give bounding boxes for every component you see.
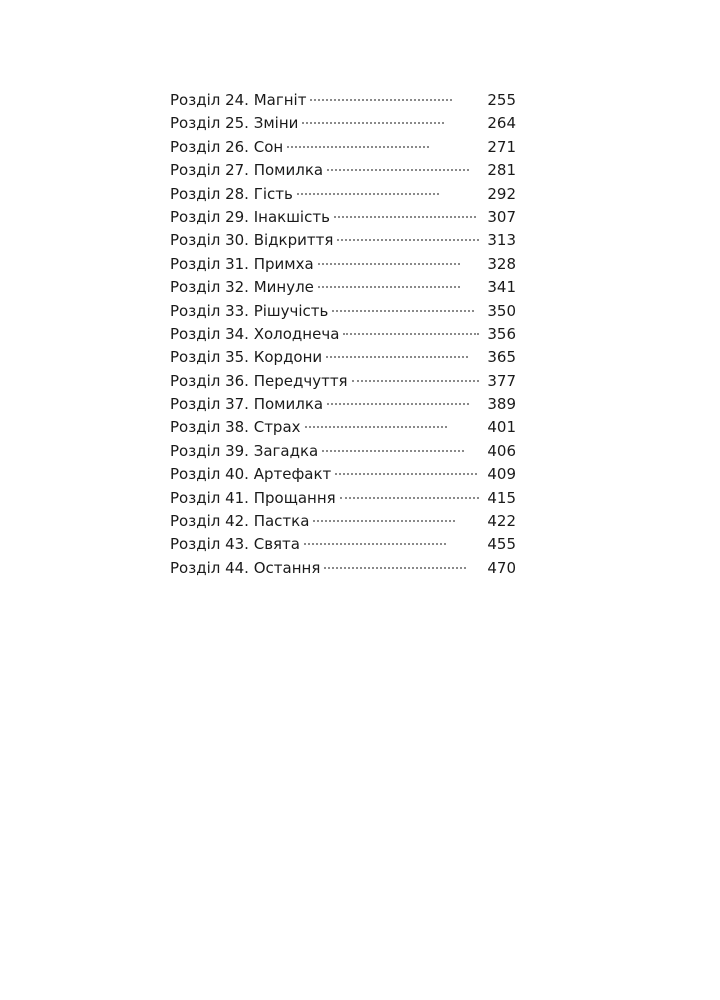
toc-entry [170,89,516,112]
toc-entry [170,487,516,510]
dot-leader [340,497,480,499]
toc-page-number: 292 [487,184,516,203]
dot-leader [335,473,477,475]
toc-page-number: 264 [487,114,516,133]
toc-entry [170,229,516,252]
toc-page-number: 389 [487,395,516,414]
toc-chapter-title: Розділ 43. Свята [170,535,300,554]
toc-chapter-title: Розділ 44. Остання [170,558,321,577]
toc-chapter-title: Розділ 29. Інакшість [170,207,330,226]
dot-leader [318,286,460,288]
toc-chapter-title: Розділ 33. Рішучість [170,301,329,320]
dot-leader [352,380,480,382]
toc-page-number: 341 [487,278,516,297]
toc-page-number: 307 [487,207,516,226]
toc-entry [170,510,516,533]
toc-chapter-title: Розділ 30. Відкриття [170,231,334,250]
dot-leader [324,567,466,569]
toc-chapter-title: Розділ 39. Загадка [170,441,319,460]
toc-entry [170,346,516,369]
toc-chapter-title: Розділ 28. Гість [170,184,293,203]
toc-entry [170,440,516,463]
toc-entry [170,112,516,135]
toc-chapter-title: Розділ 38. Страх [170,418,301,437]
toc-chapter-title: Розділ 34. Холоднеча [170,324,340,343]
toc-page-number: 377 [487,371,516,390]
toc-entry [170,253,516,276]
toc-page-number: 401 [487,418,516,437]
toc-chapter-title: Розділ 41. Прощання [170,488,336,507]
toc-page-number: 455 [487,535,516,554]
toc-page-number: 328 [487,254,516,273]
toc-chapter-title: Розділ 26. Сон [170,137,284,156]
toc-entry [170,300,516,323]
dot-leader [326,356,468,358]
toc-chapter-title: Розділ 36. Передчуття [170,371,348,390]
toc-chapter-title: Розділ 42. Пастка [170,512,310,531]
toc-chapter-title: Розділ 32. Минуле [170,278,314,297]
dot-leader [305,426,447,428]
toc-page-number: 406 [487,441,516,460]
toc-page-number: 271 [487,137,516,156]
toc-entry [170,206,516,229]
dot-leader [337,239,479,241]
toc-chapter-title: Розділ 25. Зміни [170,114,299,133]
toc-entry [170,136,516,159]
toc-page-number: 365 [487,348,516,367]
dot-leader [322,450,464,452]
toc-chapter-title: Розділ 31. Примха [170,254,314,273]
toc-page-number: 422 [487,512,516,531]
toc-page-number: 350 [487,301,516,320]
dot-leader [327,403,469,405]
dot-leader [313,520,455,522]
toc-entry [170,393,516,416]
toc-page-number: 356 [487,324,516,343]
toc-entry [170,276,516,299]
toc-entry [170,159,516,182]
toc-entry [170,323,516,346]
toc-chapter-title: Розділ 35. Кордони [170,348,323,367]
toc-entry [170,463,516,486]
toc-page-number: 255 [487,91,516,109]
toc-chapter-title: Розділ 40. Артефакт [170,465,332,484]
dot-leader [327,169,469,171]
dot-leader [310,99,452,101]
toc-page-number: 281 [487,161,516,180]
dot-leader [304,543,446,545]
dot-leader [287,146,429,148]
dot-leader [334,216,476,218]
toc-entry [170,557,516,580]
toc-entry [170,370,516,393]
dot-leader [343,333,479,335]
toc-entry [170,533,516,556]
toc-page-number: 313 [487,231,516,250]
toc-chapter-title: Розділ 24. Магніт [170,91,307,109]
toc-page-number: 470 [487,558,516,577]
dot-leader [302,122,444,124]
dot-leader [318,263,460,265]
toc-chapter-title: Розділ 27. Помилка [170,161,324,180]
dot-leader [297,193,439,195]
toc-entry [170,416,516,439]
toc-entry [170,183,516,206]
dot-leader [332,310,474,312]
toc-chapter-title: Розділ 37. Помилка [170,395,324,414]
toc-page-number: 409 [487,465,516,484]
table-of-contents [170,89,516,580]
toc-page-number: 415 [487,488,516,507]
